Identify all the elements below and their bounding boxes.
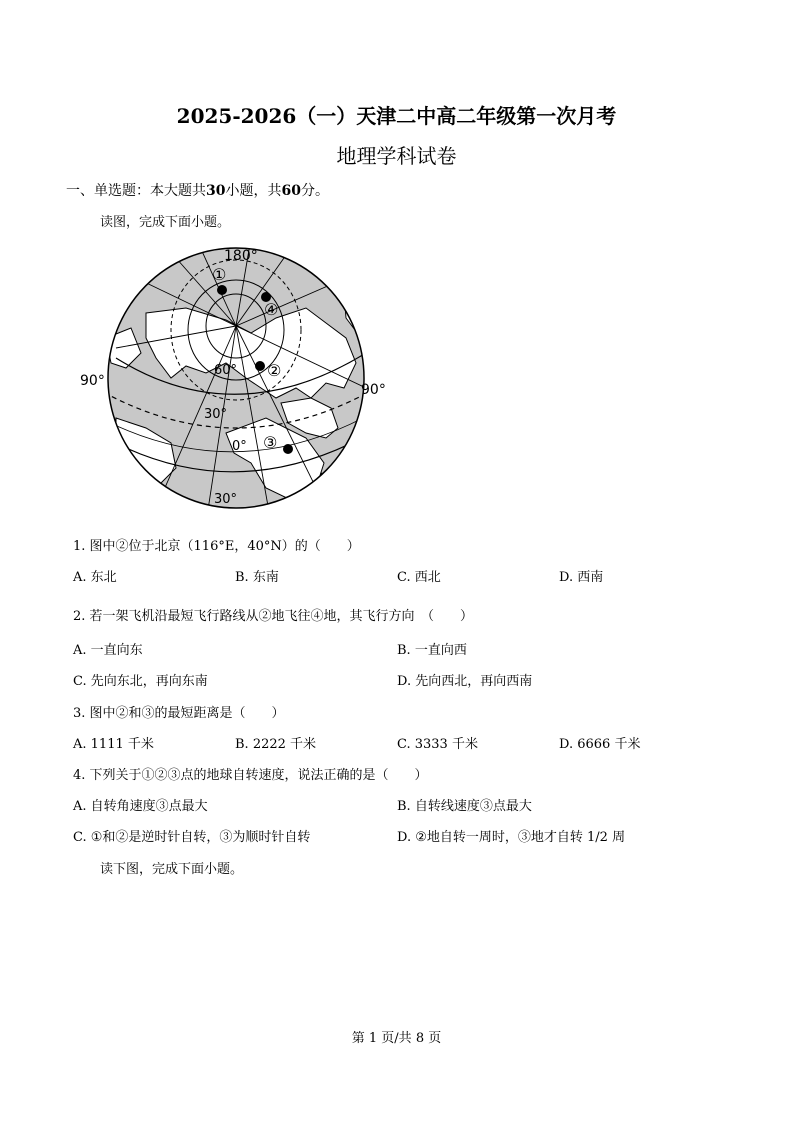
- section-heading: 一、单选题：本大题共30小题，共60分。: [66, 183, 329, 199]
- label-90-right: 90°: [361, 382, 386, 398]
- q2-option-b[interactable]: B. 一直向西: [397, 643, 467, 658]
- q4-option-d[interactable]: D. ②地自转一周时，③地才自转 1/2 周: [397, 830, 626, 845]
- q4-option-c[interactable]: C. ①和②是逆时针自转，③为顺时针自转: [73, 830, 311, 845]
- q3-option-c[interactable]: C. 3333 千米: [397, 737, 478, 752]
- label-point-4: ④: [264, 300, 279, 319]
- q3-option-a[interactable]: A. 1111 千米: [73, 737, 154, 752]
- point-3-marker: [283, 444, 293, 454]
- label-lat30s: 30°: [214, 492, 238, 507]
- q2-option-d[interactable]: D. 先向西北，再向西南: [397, 674, 533, 689]
- q3-option-b[interactable]: B. 2222 千米: [235, 737, 317, 752]
- q2-option-c[interactable]: C. 先向东北，再向东南: [73, 674, 208, 689]
- point-1-marker: [217, 285, 227, 295]
- question-2-stem: 2. 若一架飞机沿最短飞行路线从②地飞往④地，其飞行方向 （ ）: [73, 609, 474, 624]
- page-footer: 第 1 页/共 8 页: [351, 1031, 442, 1046]
- q1-option-b[interactable]: B. 东南: [235, 570, 279, 585]
- label-point-2: ②: [267, 361, 282, 380]
- label-lat30n: 30°: [204, 407, 228, 422]
- q4-option-b[interactable]: B. 自转线速度③点最大: [397, 799, 532, 814]
- q3-option-d[interactable]: D. 6666 千米: [559, 737, 641, 752]
- q4-option-a[interactable]: A. 自转角速度③点最大: [73, 799, 208, 814]
- label-point-3: ③: [263, 433, 278, 452]
- q1-option-d[interactable]: D. 西南: [559, 570, 604, 585]
- point-2-marker: [255, 361, 265, 371]
- reading-instruction-2: 读下图，完成下面小题。: [100, 862, 244, 877]
- reading-instruction: 读图，完成下面小题。: [100, 215, 231, 230]
- q2-option-a[interactable]: A. 一直向东: [73, 643, 143, 658]
- label-lat60: 60°: [214, 363, 238, 378]
- label-lat0: 0°: [232, 439, 247, 454]
- question-3-stem: 3. 图中②和③的最短距离是（ ）: [73, 706, 285, 721]
- exam-subtitle: 地理学科试卷: [336, 144, 457, 168]
- question-4-stem: 4. 下列关于①②③点的地球自转速度，说法正确的是（ ）: [73, 768, 428, 783]
- globe-figure: [76, 238, 396, 523]
- q1-option-c[interactable]: C. 西北: [397, 570, 441, 585]
- q1-option-a[interactable]: A. 东北: [73, 570, 117, 585]
- label-point-1: ①: [212, 265, 227, 284]
- label-90-left: 90°: [80, 373, 105, 389]
- exam-title: 2025-2026（一）天津二中高二年级第一次月考: [176, 104, 617, 128]
- label-180: 180°: [224, 248, 258, 264]
- question-1-stem: 1. 图中②位于北京（116°E，40°N）的（ ）: [73, 539, 360, 554]
